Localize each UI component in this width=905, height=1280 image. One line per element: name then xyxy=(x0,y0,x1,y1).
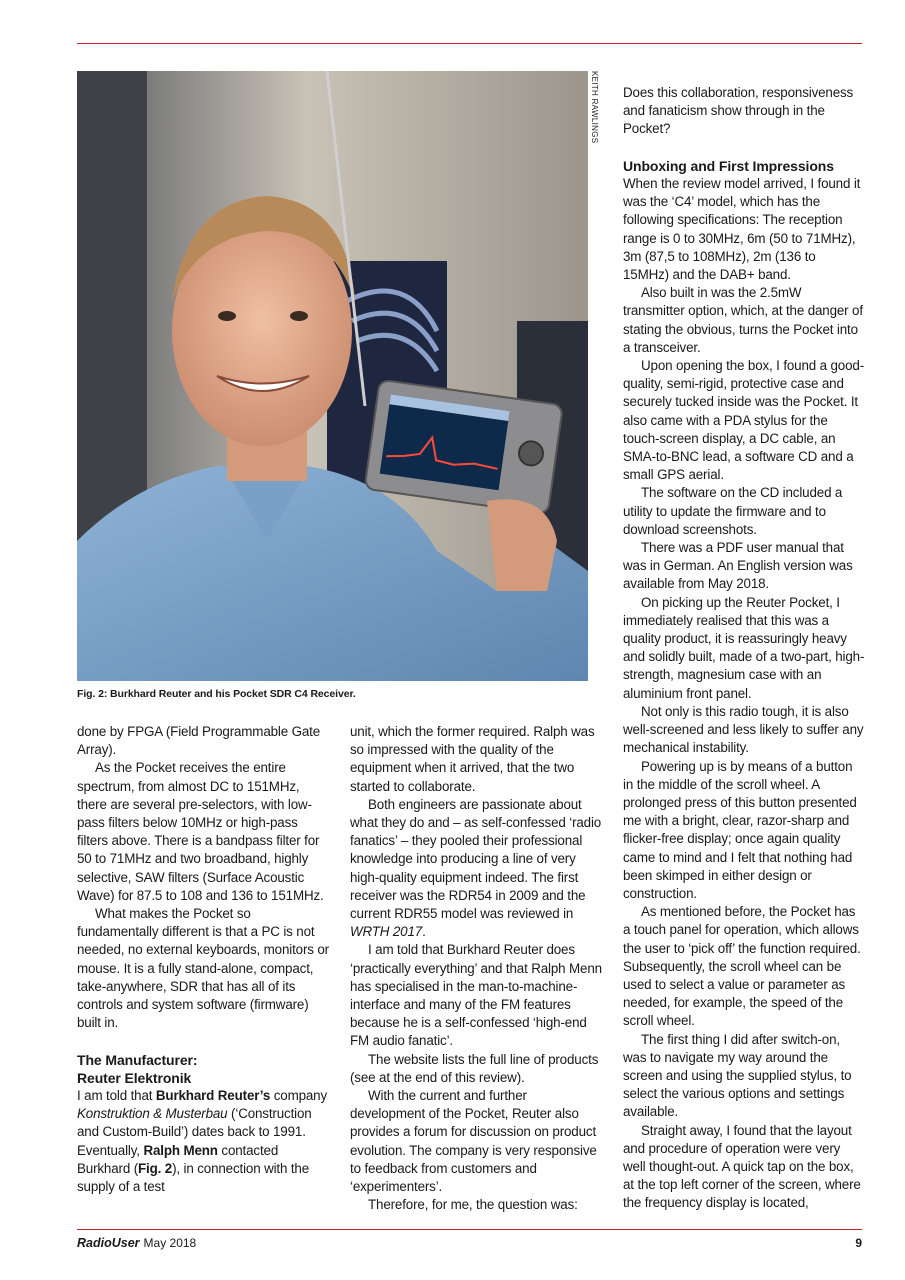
paragraph: Does this collaboration, responsiveness and fanaticism show through in the Pocket? xyxy=(623,85,854,137)
paragraph: Therefore, for me, the question was: xyxy=(368,1197,578,1213)
paragraph: There was a PDF user manual that was in German. An English version was available from May 2018. xyxy=(623,540,853,592)
column-3 xyxy=(623,84,865,1213)
column-1 xyxy=(77,723,329,1196)
bold-name: Burkhard Reuter’s xyxy=(155,1088,271,1104)
paragraph xyxy=(77,1087,329,1196)
text-run: (‘Construction and Custom-Build’) dates back to 1991. Eventually, xyxy=(77,1106,312,1158)
paragraph: What makes the Pocket so fundamentally different is that a PC is not needed, no external keyboards, monitors or mouse. It is a fully stand-alone, compact, take-anywhere, SDR that has all of its controls and system software (firmware) built in. xyxy=(77,906,329,1031)
photo-illustration xyxy=(77,71,588,681)
paragraph: Not only is this radio tough, it is also well-screened and less likely to suffer any mechanical instability. xyxy=(623,703,864,756)
paragraph: The website lists the full line of products (see at the end of this review). xyxy=(350,1051,599,1085)
paragraph: With the current and further development of the Pocket, Reuter also provides a forum for discussion on product evolution. The company is very responsive to feedback from customers and ‘experimenters’. xyxy=(350,1088,597,1195)
paragraph: As mentioned before, the Pocket has a touch panel for operation, which allows the user to ‘pick off’ the function required. Subsequently, the scroll wheel can be used to select a value or parameter as needed, for example, the speed of the scroll wheel. xyxy=(623,904,861,1029)
column-2 xyxy=(350,723,602,1214)
photo-credit-text: KEITH RAWLINGS xyxy=(590,71,599,144)
heading-line: The Manufacturer: xyxy=(77,1051,198,1068)
paragraph: Powering up is by means of a button in the middle of the scroll wheel. A prolonged press of this button presented me with a bright, clear, razor-sharp and flicker-free display; once again quality came to mind and I felt that nothing had been skimped in either design or construction. xyxy=(623,758,857,901)
section-heading-unboxing: Unboxing and First Impressions xyxy=(623,157,834,174)
paragraph: When the review model arrived, I found it was the ‘C4’ model, which has the following specifications: The reception range is 0 to 30MHz, 6m (50 to 71MHz), 3m (87,5 to 108MHz), 2m (136 to 15MHz) and the DAB+ band. xyxy=(623,176,861,283)
figure-reference: Fig. 2 xyxy=(138,1160,173,1176)
text-run: I am told that xyxy=(77,1088,156,1104)
text-run: contacted Burkhard ( xyxy=(77,1142,279,1176)
page-number: 9 xyxy=(855,1236,862,1250)
paragraph: The first thing I did after switch-on, was to navigate my way around the screen and using the supplied stylus, to select the various options and settings available. xyxy=(623,1031,852,1120)
figure-caption: Fig. 2: Burkhard Reuter and his Pocket SDR C4 Receiver. xyxy=(77,688,356,700)
italic-company: Konstruktion & Musterbau xyxy=(77,1106,228,1122)
text-run: company xyxy=(270,1088,328,1104)
photo-burkhard-reuter xyxy=(77,71,588,681)
spacer xyxy=(623,139,865,157)
paragraph: Upon opening the box, I found a good-quality, semi-rigid, protective case and securely tucked inside was the Pocket. It also came with a PDA stylus for the touch-screen display, a DC cable, an SMA-to-BNC lead, a software CD and a small GPS aerial. xyxy=(623,358,865,483)
paragraph: done by FPGA (Field Programmable Gate Array). xyxy=(77,724,321,758)
italic-title: WRTH 2017 xyxy=(350,924,423,940)
page-footer xyxy=(77,1236,862,1254)
text-run: . xyxy=(422,924,426,940)
bottom-rule xyxy=(77,1229,862,1230)
section-heading-manufacturer xyxy=(77,1051,329,1087)
paragraph: On picking up the Reuter Pocket, I immediately realised that this was a quality product, it is reassuringly heavy and solidly built, made of a two-part, high-strength, magnesium case with an aluminium front panel. xyxy=(623,594,865,701)
text-run: Both engineers are passionate about what they do and – as self-confessed ‘radio fanatics’ – they pooled their professional knowledge into producing a line of very high-quality equipment indeed. The first receiver was the RDR54 in 2009 and the current RDR55 model was reviewed in xyxy=(350,796,602,922)
spacer xyxy=(77,1032,329,1050)
paragraph: unit, which the former required. Ralph was so impressed with the quality of the equipment when it arrived, that the two started to collaborate. xyxy=(350,724,595,794)
magazine-brand: RadioUser xyxy=(77,1236,140,1250)
photo-credit xyxy=(590,71,604,191)
paragraph: I am told that Burkhard Reuter does ‘practically everything’ and that Ralph Menn has specialised in the man-to-machine-interface and many of the FM features because he is a self-confessed ‘high-end FM audio fanatic’. xyxy=(350,942,602,1049)
text-run: ), in connection with the supply of a test xyxy=(77,1160,310,1195)
paragraph: As the Pocket receives the entire spectrum, from almost DC to 151MHz, there are several pre-selectors, with low-pass filters below 10MHz or high-pass filters above. There is a bandpass filter for 50 to 71MHz and two broadband, highly selective, SAW filters (Surface Acoustic Wave) for 87.5 to 108 and 136 to 151MHz. xyxy=(77,760,324,903)
paragraph: The software on the CD included a utility to update the firmware and to download screenshots. xyxy=(623,485,843,537)
paragraph: Also built in was the 2.5mW transmitter option, which, at the danger of stating the obvious, turns the Pocket into a transceiver. xyxy=(623,285,863,355)
heading-line: Reuter Elektronik xyxy=(77,1069,192,1086)
bold-name: Ralph Menn xyxy=(143,1142,218,1158)
paragraph: Straight away, I found that the layout and procedure of operation were very well thought-out. A quick tap on the box, at the top left corner of the screen, where the frequency display is located, xyxy=(623,1122,861,1211)
paragraph xyxy=(350,796,602,942)
top-rule xyxy=(77,43,862,44)
issue-date: May 2018 xyxy=(143,1236,197,1250)
